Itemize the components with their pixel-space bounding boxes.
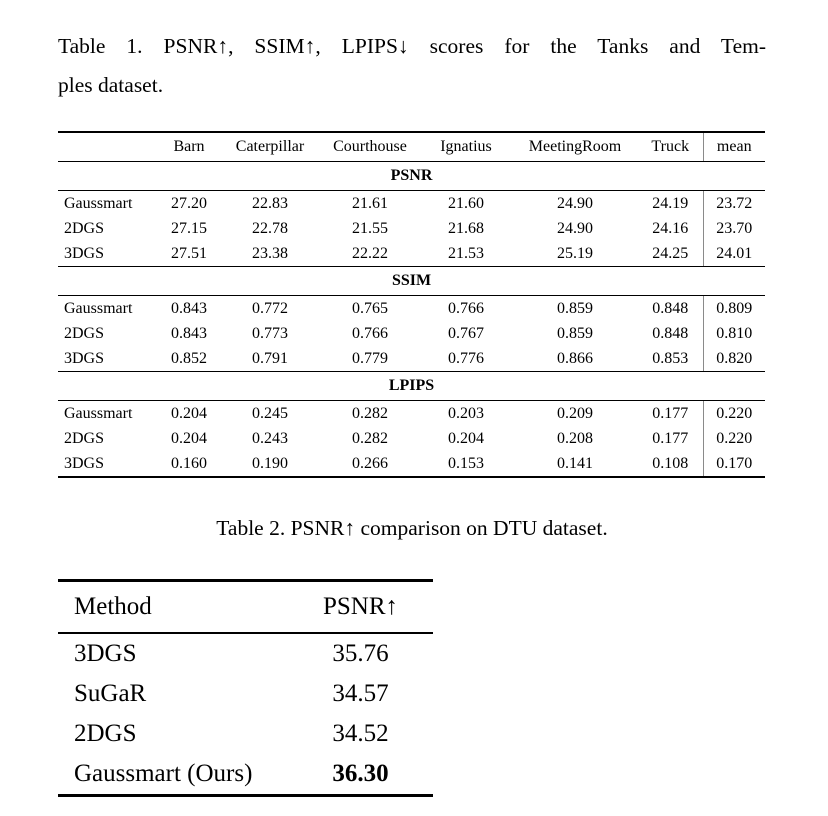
table1 — [58, 131, 765, 478]
cell: 0.859 — [557, 324, 593, 342]
cell: 0.108 — [638, 451, 703, 477]
cell: 0.791 — [220, 346, 320, 372]
cell: 0.245 — [252, 404, 288, 422]
cell: 24.90 — [557, 219, 593, 237]
table-row — [58, 714, 433, 754]
cell: 0.141 — [512, 451, 638, 477]
cell: 0.160 — [158, 451, 220, 477]
section-label: SSIM — [58, 267, 765, 296]
cell: 0.866 — [512, 346, 638, 372]
method-cell: 2DGS — [64, 324, 105, 342]
table-row — [58, 216, 765, 241]
mean-cell: 0.220 — [703, 426, 765, 451]
cell: 24.90 — [557, 194, 593, 212]
col-header-mean: mean — [703, 132, 765, 162]
cell: 24.16 — [652, 219, 689, 237]
section-label: LPIPS — [58, 372, 765, 401]
cell: 0.208 — [557, 429, 593, 447]
mean-cell: 0.820 — [703, 346, 765, 372]
cell: 21.53 — [420, 241, 512, 267]
cell: 0.779 — [320, 346, 420, 372]
section-header-lpips — [58, 372, 765, 401]
table1-caption-line2: ples dataset. — [58, 73, 164, 97]
method-cell: 3DGS — [58, 241, 158, 267]
table-row — [58, 191, 765, 217]
section-header-psnr — [58, 162, 765, 191]
method-cell: 2DGS — [64, 219, 105, 237]
dtu-table — [58, 579, 433, 797]
table-row — [58, 401, 765, 427]
cell: 27.20 — [171, 194, 207, 212]
cell: 22.83 — [252, 194, 288, 212]
cell: 21.55 — [352, 219, 388, 237]
method-cell: Gaussmart — [64, 194, 133, 212]
cell: 0.177 — [652, 404, 689, 422]
cell: 27.51 — [158, 241, 220, 267]
cell: 0.766 — [448, 299, 484, 317]
method-cell: Gaussmart — [64, 404, 133, 422]
col-header-psnr: PSNR↑ — [288, 581, 433, 634]
cell: 0.852 — [158, 346, 220, 372]
cell: 0.765 — [352, 299, 388, 317]
method-cell: Gaussmart — [64, 299, 133, 317]
cell: 22.78 — [252, 219, 288, 237]
method-cell: 3DGS — [58, 346, 158, 372]
cell: 0.266 — [320, 451, 420, 477]
cell: 21.60 — [448, 194, 484, 212]
col-header-meetingroom: MeetingRoom — [512, 132, 638, 162]
score-cell: 34.52 — [332, 720, 389, 747]
cell: 0.190 — [220, 451, 320, 477]
cell: 0.859 — [557, 299, 593, 317]
method-cell: 2DGS — [74, 720, 137, 747]
table-row — [58, 296, 765, 322]
cell: 0.282 — [352, 404, 388, 422]
cell: 27.15 — [171, 219, 207, 237]
cell: 24.19 — [652, 194, 689, 212]
col-header-courthouse: Courthouse — [320, 132, 420, 162]
table1-caption-line1: Table 1. PSNR↑, SSIM↑, LPIPS↓ scores for the Tanks and Tem- — [58, 34, 766, 58]
section-label: PSNR — [58, 162, 765, 191]
cell: 0.177 — [652, 429, 689, 447]
table-row — [58, 674, 433, 714]
cell: 0.773 — [252, 324, 288, 342]
cell: 23.38 — [220, 241, 320, 267]
table-row — [58, 754, 433, 796]
mean-cell: 0.170 — [703, 451, 765, 477]
cell: 22.22 — [320, 241, 420, 267]
cell: 0.243 — [252, 429, 288, 447]
cell: 0.776 — [420, 346, 512, 372]
table1-caption — [58, 27, 766, 105]
method-cell: Gaussmart (Ours) — [74, 760, 253, 787]
mean-cell: 23.70 — [703, 216, 765, 241]
method-cell: SuGaR — [74, 680, 147, 707]
table-row — [58, 321, 765, 346]
table1-header-row — [58, 132, 765, 162]
cell: 0.282 — [352, 429, 388, 447]
table2 — [58, 579, 433, 797]
cell: 0.853 — [638, 346, 703, 372]
cell: 21.61 — [352, 194, 388, 212]
cell: 0.848 — [652, 299, 689, 317]
cell: 24.25 — [638, 241, 703, 267]
cell: 0.209 — [557, 404, 593, 422]
mean-cell: 0.810 — [703, 321, 765, 346]
score-cell: 35.76 — [332, 640, 389, 667]
mean-cell: 24.01 — [703, 241, 765, 267]
table-row — [58, 241, 765, 267]
method-cell: 3DGS — [58, 451, 158, 477]
cell: 0.204 — [448, 429, 484, 447]
cell: 0.772 — [252, 299, 288, 317]
method-cell: 3DGS — [74, 640, 137, 667]
cell: 0.204 — [171, 404, 207, 422]
cell: 25.19 — [512, 241, 638, 267]
table2-caption: Table 2. PSNR↑ comparison on DTU dataset. — [216, 516, 608, 540]
mean-cell: 0.220 — [703, 401, 765, 427]
col-header-ignatius: Ignatius — [420, 132, 512, 162]
table-row — [58, 426, 765, 451]
score-cell-ours: 36.30 — [332, 760, 389, 787]
cell: 21.68 — [448, 219, 484, 237]
col-header-barn: Barn — [158, 132, 220, 162]
method-cell: 2DGS — [64, 429, 105, 447]
cell: 0.203 — [448, 404, 484, 422]
cell: 0.766 — [352, 324, 388, 342]
mean-cell: 23.72 — [703, 191, 765, 217]
cell: 0.153 — [420, 451, 512, 477]
cell: 0.848 — [652, 324, 689, 342]
cell: 0.767 — [448, 324, 484, 342]
cell: 0.843 — [171, 324, 207, 342]
col-header-method: Method — [58, 581, 288, 634]
section-header-ssim — [58, 267, 765, 296]
cell: 0.204 — [171, 429, 207, 447]
table-row — [58, 633, 433, 674]
cell: 0.843 — [171, 299, 207, 317]
table-row — [58, 346, 765, 372]
corner-cell — [58, 132, 158, 162]
col-header-truck: Truck — [638, 132, 703, 162]
table2-header-row — [58, 581, 433, 634]
tanks-temples-table — [58, 131, 765, 478]
col-header-caterpillar: Caterpillar — [220, 132, 320, 162]
score-cell: 34.57 — [332, 680, 389, 707]
table-row — [58, 451, 765, 477]
mean-cell: 0.809 — [703, 296, 765, 322]
